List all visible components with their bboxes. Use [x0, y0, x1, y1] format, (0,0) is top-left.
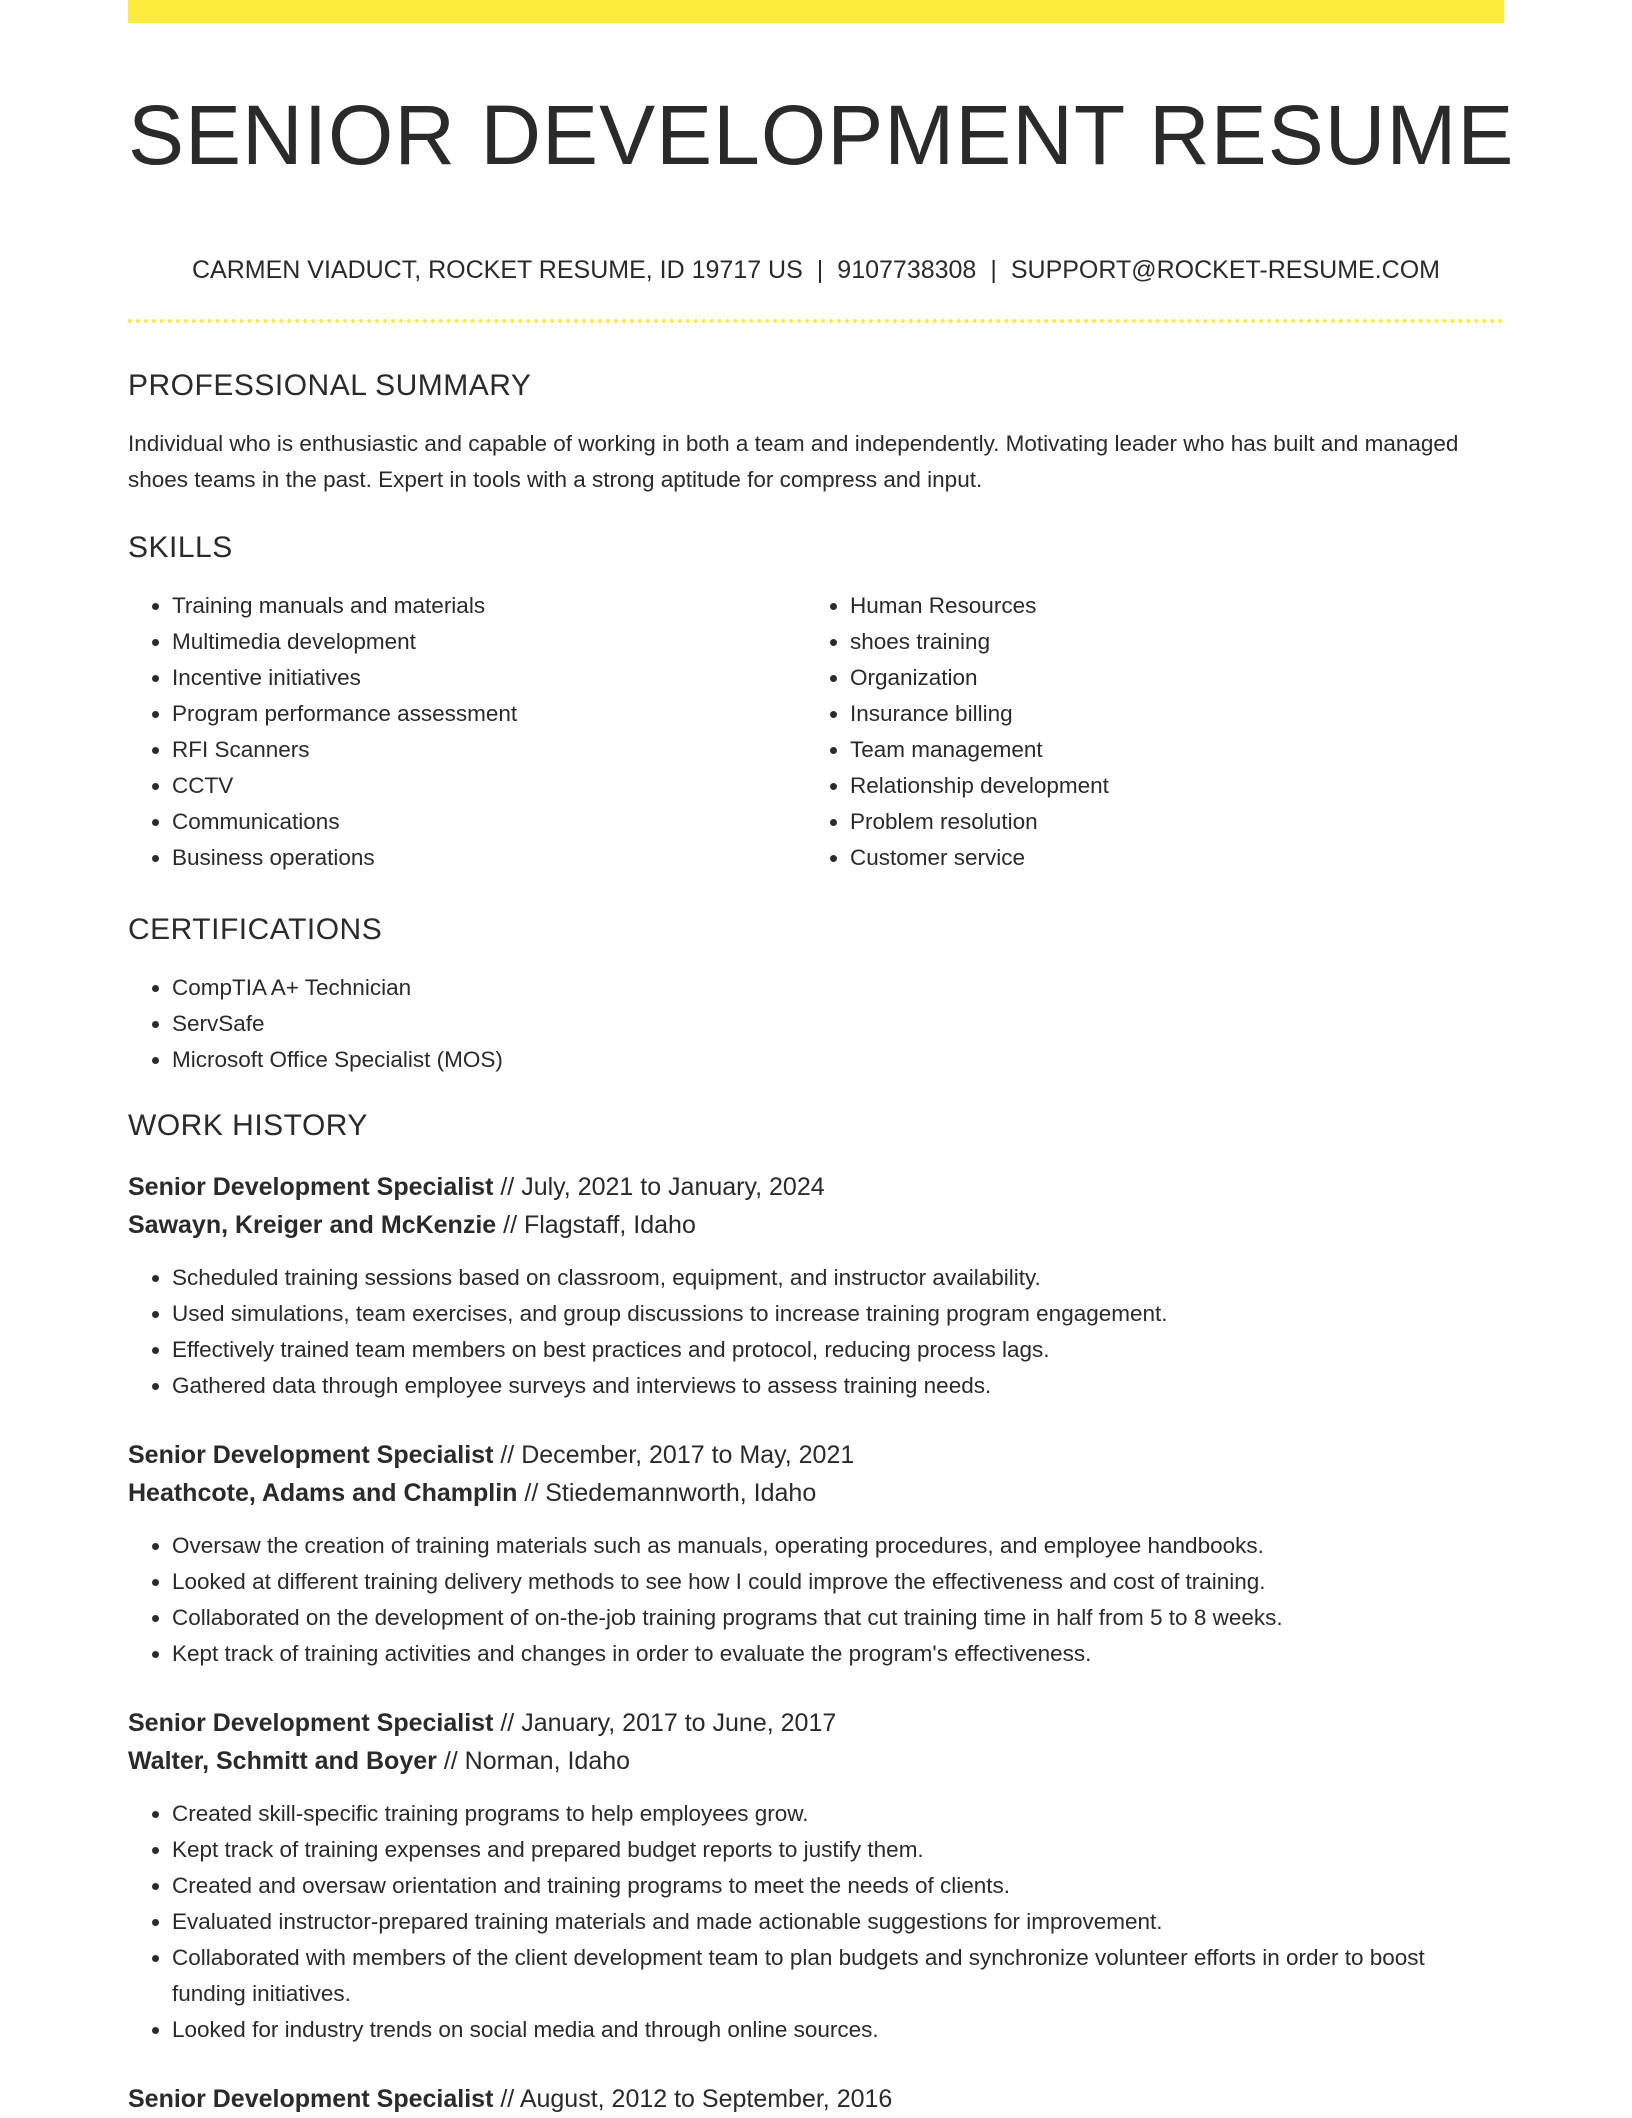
job-duty: • Looked at different training delivery methods to see how I could improve the effectiveness and cost of training.: [172, 1564, 1504, 1600]
job-location: // Flagstaff, Idaho: [503, 1211, 696, 1239]
summary-text: Individual who is enthusiastic and capable of working in both a team and independently. Motivating leader who has built and managed shoes teams in the past. Expert in tools with a strong aptitude for compress and input.: [128, 431, 1459, 492]
skills-list-right: [806, 588, 1484, 876]
job-title-line: [128, 1436, 1504, 1474]
certifications-heading: CERTIFICATIONS: [128, 913, 383, 946]
contact-line: [128, 253, 1504, 287]
skill-item: • Insurance billing: [850, 696, 1484, 732]
job-dates: // December, 2017 to May, 2021: [500, 1441, 855, 1469]
skill-item: • Team management: [850, 732, 1484, 768]
job-duty: • Kept track of training expenses and prepared budget reports to justify them.: [172, 1832, 1504, 1868]
job-company: Heathcote, Adams and Champlin: [128, 1479, 518, 1507]
job-title-line: [128, 1704, 1504, 1742]
skills-columns: [128, 588, 1504, 876]
job-location: // Stiedemannworth, Idaho: [524, 1479, 817, 1507]
certifications-list: [128, 970, 1504, 1078]
contact-separator: |: [990, 256, 997, 284]
job-duty: • Looked for industry trends on social media and through online sources.: [172, 2012, 1504, 2048]
job-duty: • Gathered data through employee surveys and interviews to assess training needs.: [172, 1368, 1504, 1404]
contact-email: SUPPORT@ROCKET-RESUME.COM: [1010, 256, 1440, 284]
certification-item: • CompTIA A+ Technician: [172, 970, 1504, 1006]
job-entry: [128, 1704, 1504, 2048]
skill-item: • Business operations: [172, 840, 806, 876]
job-duty: • Scheduled training sessions based on classroom, equipment, and instructor availability.: [172, 1260, 1504, 1296]
certification-item: • Microsoft Office Specialist (MOS): [172, 1042, 1504, 1078]
job-title: Senior Development Specialist: [128, 1173, 494, 1201]
dotted-divider: [128, 319, 1504, 323]
job-duty: • Oversaw the creation of training materials such as manuals, operating procedures, and employee handbooks.: [172, 1528, 1504, 1564]
skill-item: • CCTV: [172, 768, 806, 804]
work-history-heading: WORK HISTORY: [128, 1109, 368, 1142]
job-company-line: [128, 1474, 1504, 1512]
skill-item: • Relationship development: [850, 768, 1484, 804]
job-dates: // July, 2021 to January, 2024: [500, 1173, 825, 1201]
contact-phone: 9107738308: [837, 256, 977, 284]
skill-item: • Human Resources: [850, 588, 1484, 624]
skill-item: • Organization: [850, 660, 1484, 696]
contact-separator: |: [816, 256, 824, 284]
skill-item: • RFI Scanners: [172, 732, 806, 768]
job-duties-list: [128, 1260, 1504, 1404]
skill-item: • Communications: [172, 804, 806, 840]
job-title: Senior Development Specialist: [128, 1441, 494, 1469]
skill-item: • Customer service: [850, 840, 1484, 876]
job-duty: • Evaluated instructor-prepared training materials and made actionable suggestions for improvement.: [172, 1904, 1504, 1940]
job-duty: • Collaborated on the development of on-the-job training programs that cut training time in half from 5 to 8 weeks.: [172, 1600, 1504, 1636]
resume-page: [128, 0, 1515, 2118]
job-company-line: [128, 1206, 1504, 1244]
job-location: // Norman, Idaho: [443, 1747, 631, 1775]
job-company-line: [128, 1742, 1504, 1780]
certification-item: • ServSafe: [172, 1006, 1504, 1042]
skill-item: • Training manuals and materials: [172, 588, 806, 624]
job-duties-list: [128, 1528, 1504, 1672]
job-entry: [128, 1436, 1504, 1672]
job-title-line: [128, 1168, 1504, 1206]
skills-list-left: [128, 588, 806, 876]
job-duty: • Created skill-specific training programs to help employees grow.: [172, 1796, 1504, 1832]
contact-address: CARMEN VIADUCT, ROCKET RESUME, ID 19717 US: [192, 256, 803, 284]
job-duty: • Created and oversaw orientation and training programs to meet the needs of clients.: [172, 1868, 1504, 1904]
skill-item: • Incentive initiatives: [172, 660, 806, 696]
skills-heading: SKILLS: [128, 531, 233, 564]
job-dates: // August, 2012 to September, 2016: [500, 2085, 893, 2113]
job-duties-list: [128, 1796, 1504, 2048]
job-entry: [128, 2080, 1504, 2118]
job-entry: [128, 1168, 1504, 1404]
job-title: Senior Development Specialist: [128, 1709, 494, 1737]
job-duty: • Used simulations, team exercises, and group discussions to increase training program engagement.: [172, 1296, 1504, 1332]
job-duty: • Collaborated with members of the client development team to plan budgets and synchronize volunteer efforts in order to boost funding initiatives.: [172, 1940, 1504, 2012]
skill-item: • Multimedia development: [172, 624, 806, 660]
job-title-line: [128, 2080, 1504, 2118]
job-title: Senior Development Specialist: [128, 2085, 494, 2113]
summary-heading: PROFESSIONAL SUMMARY: [128, 369, 532, 402]
job-duty: • Kept track of training activities and changes in order to evaluate the program's effectiveness.: [172, 1636, 1504, 1672]
top-accent-bar: [128, 0, 1504, 23]
job-dates: // January, 2017 to June, 2017: [500, 1709, 837, 1737]
job-duty: • Effectively trained team members on best practices and protocol, reducing process lags.: [172, 1332, 1504, 1368]
job-company: Sawayn, Kreiger and McKenzie: [128, 1211, 497, 1239]
skill-item: • shoes training: [850, 624, 1484, 660]
job-company: Walter, Schmitt and Boyer: [128, 1747, 437, 1775]
skill-item: • Problem resolution: [850, 804, 1484, 840]
skill-item: • Program performance assessment: [172, 696, 806, 732]
document-title: SENIOR DEVELOPMENT RESUME: [128, 88, 1515, 182]
